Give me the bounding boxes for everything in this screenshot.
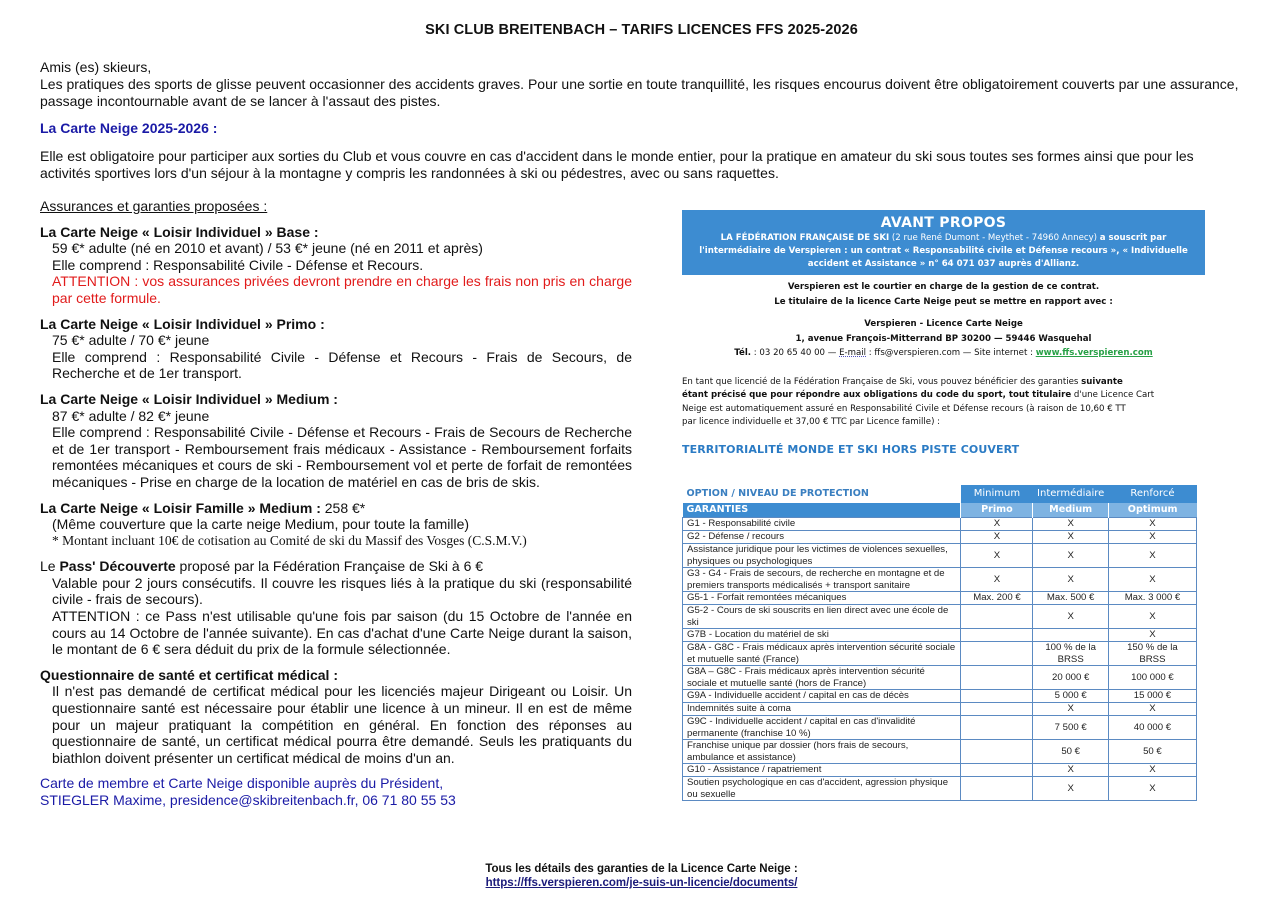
- titulaire-text: Le titulaire de la licence Carte Neige peut se mettre en rapport avec :: [774, 296, 1113, 307]
- row-label: Assistance juridique pour les victimes de violences sexuelles, physiques ou psychologiques: [683, 544, 961, 568]
- cell-medium: X: [1033, 605, 1108, 629]
- right-column: [682, 210, 1205, 456]
- guarantee-paragraph: [682, 376, 1205, 430]
- para-text: Neige est automatiquement assuré en Responsabilité Civile et Défense recours (à raison de 10,60 € TT: [682, 403, 1126, 414]
- cell-medium: X: [1033, 518, 1108, 531]
- cell-optimum: 40 000 €: [1108, 716, 1196, 740]
- para-text: par licence individuelle et 37,00 € TTC par Licence famille) :: [682, 417, 941, 427]
- banner-title: AVANT PROPOS: [880, 215, 1007, 231]
- option-label: OPTION / NIVEAU DE PROTECTION: [686, 488, 869, 500]
- cell-optimum: 100 000 €: [1108, 666, 1196, 690]
- cell-optimum: Max. 3 000 €: [1108, 592, 1196, 605]
- offer-note: (Même couverture que la carte neige Medium, pour toute la famille): [52, 516, 470, 533]
- health-heading: Questionnaire de santé et certificat médical :: [40, 666, 338, 683]
- table-level-row: [683, 485, 1197, 503]
- row-label: G9A - Individuelle accident / capital en cas de décès: [683, 690, 961, 703]
- courtier-text: Verspieren est le courtier en charge de la gestion de ce contrat.: [787, 282, 1100, 292]
- cell-medium: 5 000 €: [1033, 690, 1108, 703]
- table-header-row: [683, 503, 1197, 518]
- cell-optimum: 150 % de la BRSS: [1108, 642, 1196, 666]
- obligation-text: Elle est obligatoire pour participer aux sorties du Club et vous couvre en cas d'accident dans le monde entier, pour la pratique en amateur du ski sous toutes ses formes ainsi que pour les activités sportives lors d'un séjour à la montagne y compris les randonnées à ski ou pédestres, avec ou sans raquettes.: [40, 148, 1194, 181]
- offer-includes: Elle comprend : Responsabilité Civile - Défense et Recours - Frais de Secours, de Recherche et de 1er transport.: [52, 348, 632, 382]
- left-column: [40, 198, 632, 809]
- cell-optimum: X: [1108, 764, 1196, 777]
- intro-text: Les pratiques des sports de glisse peuvent occasionner des accidents graves. Pour une sortie en toute tranquillité, les risques encourus doivent être obligatoirement couverts par une assurance, passage incontournable avant de se lancer à l'assaut des pistes.: [40, 76, 1239, 109]
- footer-text: Tous les détails des garanties de la Licence Carte Neige :: [485, 863, 798, 875]
- cell-primo: [961, 716, 1033, 740]
- table-row: [683, 764, 1197, 777]
- offer-includes: Elle comprend : Responsabilité Civile - Défense et Recours.: [52, 256, 424, 273]
- offer-primo: [40, 316, 632, 382]
- table-row: [683, 666, 1197, 690]
- cell-optimum: 50 €: [1108, 740, 1196, 764]
- assurances-heading: Assurances et garanties proposées :: [40, 198, 268, 214]
- cell-primo: [961, 642, 1033, 666]
- pass-heading: [40, 558, 632, 575]
- row-label: Franchise unique par dossier (hors frais de secours, ambulance et assistance): [683, 740, 961, 764]
- row-label: G2 - Défense / recours: [683, 531, 961, 544]
- table-row: [683, 703, 1197, 716]
- pass-decouverte: [40, 558, 632, 658]
- tel-value: : 03 20 65 40 00 —: [751, 348, 840, 358]
- cell-primo: X: [961, 568, 1033, 592]
- banner-org: LA FÉDÉRATION FRANÇAISE DE SKI: [720, 233, 890, 243]
- cell-medium: X: [1033, 777, 1108, 801]
- table-row: [683, 629, 1197, 642]
- website-link[interactable]: www.ffs.verspieren.com: [1035, 348, 1153, 358]
- tel-label: Tél.: [734, 348, 752, 358]
- offer-medium: [40, 391, 632, 491]
- garanties-label: GARANTIES: [683, 503, 961, 518]
- pass-validity: Valable pour 2 jours consécutifs. Il couvre les risques liés à la pratique du ski (responsabilité civile - frais de secours).: [52, 574, 632, 608]
- offer-famille: [40, 500, 632, 550]
- cell-primo: [961, 666, 1033, 690]
- cell-primo: Max. 200 €: [961, 592, 1033, 605]
- cell-medium: 7 500 €: [1033, 716, 1108, 740]
- documents-link[interactable]: https://ffs.verspieren.com/je-suis-un-licencie/documents/: [485, 877, 798, 889]
- cell-optimum: X: [1108, 777, 1196, 801]
- offer-heading: La Carte Neige « Loisir Individuel » Medium :: [40, 390, 338, 407]
- cell-optimum: X: [1108, 531, 1196, 544]
- table-row: [683, 740, 1197, 764]
- para-bold: suivante: [1081, 376, 1123, 387]
- cell-primo: [961, 764, 1033, 777]
- health-section: [40, 667, 632, 767]
- table-row: [683, 518, 1197, 531]
- intro-greeting: Amis (es) skieurs,: [40, 59, 152, 75]
- level-minimum: Minimum: [961, 485, 1033, 503]
- formula-primo: Primo: [961, 503, 1033, 518]
- table-row: [683, 716, 1197, 740]
- page-title: SKI CLUB BREITENBACH – TARIFS LICENCES FFS 2025-2026: [425, 22, 858, 38]
- formula-optimum: Optimum: [1108, 503, 1196, 518]
- row-label: G8A - G8C - Frais médicaux après intervention sécurité sociale et mutuelle santé (France): [683, 642, 961, 666]
- cell-optimum: X: [1108, 544, 1196, 568]
- offer-heading: La Carte Neige « Loisir Famille » Medium :: [40, 499, 321, 516]
- offer-price: 87 €* adulte / 82 €* jeune: [52, 407, 210, 424]
- level-renforce: Renforcé: [1108, 485, 1196, 503]
- para-text: En tant que licencié de la Fédération Française de Ski, vous pouvez bénéficier des garanties: [682, 376, 1082, 387]
- row-label: Soutien psychologique en cas d'accident, agression physique ou sexuelle: [683, 777, 961, 801]
- cell-medium: X: [1033, 568, 1108, 592]
- row-label: G8A – G8C - Frais médicaux après intervention sécurité sociale et mutuelle santé (hors de France): [683, 666, 961, 690]
- table-body: [683, 518, 1197, 801]
- offer-footnote: * Montant incluant 10€ de cotisation au Comité de ski du Massif des Vosges (C.S.M.V.): [52, 532, 527, 548]
- offer-warning: ATTENTION : vos assurances privées devront prendre en charge les frais non pris en charge par cette formule.: [52, 273, 632, 306]
- row-label: G7B - Location du matériel de ski: [683, 629, 961, 642]
- table-row: [683, 568, 1197, 592]
- offer-heading: La Carte Neige « Loisir Individuel » Base :: [40, 223, 319, 240]
- table-row: [683, 777, 1197, 801]
- offer-price: 75 €* adulte / 70 €* jeune: [52, 332, 210, 349]
- cell-medium: [1033, 629, 1108, 642]
- cell-optimum: X: [1108, 518, 1196, 531]
- cell-primo: [961, 777, 1033, 801]
- table-row: [683, 544, 1197, 568]
- cell-medium: X: [1033, 764, 1108, 777]
- row-label: G9C - Individuelle accident / capital en cas d'invalidité permanente (franchise 10 %): [683, 716, 961, 740]
- row-label: G5-2 - Cours de ski souscrits en lien direct avec une école de ski: [683, 605, 961, 629]
- cell-primo: [961, 690, 1033, 703]
- cell-optimum: X: [1108, 605, 1196, 629]
- cell-optimum: X: [1108, 703, 1196, 716]
- table-row: [683, 592, 1197, 605]
- pass-prefix: Le: [40, 558, 60, 575]
- offer-includes: Elle comprend : Responsabilité Civile - Défense et Recours - Frais de Secours de Recherche et de 1er transport - Remboursement frais médicaux - Assistance - Remboursement forfaits remontées mécaniques et cours de ski - Remboursement vol et perte de forfait de remontées mécaniques - Prise en charge de la location de matériel en cas de bris de skis.: [52, 424, 632, 490]
- row-label: G3 - G4 - Frais de secours, de recherche en montagne et de premiers transports médicalisés + transport sanitaire: [683, 568, 961, 592]
- para-bold: étant précisé que pour répondre aux obligations du code du sport, tout titulaire: [682, 390, 1072, 400]
- banner-contract: a souscrit par l'intermédiaire de Verspieren : un contrat « Responsabilité civile et Défense recours », « Individuelle accident et Assistance » n° 64 071 037 auprès d'Allianz.: [699, 233, 1188, 269]
- cell-primo: [961, 740, 1033, 764]
- offer-price: 258 €*: [320, 499, 366, 516]
- level-intermediaire: Intermédiaire: [1033, 485, 1108, 503]
- cell-primo: X: [961, 518, 1033, 531]
- cell-optimum: X: [1108, 629, 1196, 642]
- pass-name: Pass' Découverte: [59, 558, 176, 575]
- cell-optimum: 15 000 €: [1108, 690, 1196, 703]
- contact-name: Verspieren - Licence Carte Neige: [864, 319, 1023, 329]
- email-value: : ffs@verspieren.com — Site internet :: [866, 348, 1036, 358]
- avant-propos-banner: [682, 210, 1205, 275]
- cell-medium: X: [1033, 544, 1108, 568]
- row-label: Indemnités suite à coma: [683, 703, 961, 716]
- cell-primo: [961, 703, 1033, 716]
- cell-medium: 20 000 €: [1033, 666, 1108, 690]
- offer-heading-line: [40, 500, 632, 517]
- table-row: [683, 531, 1197, 544]
- guarantees-table: [682, 485, 1197, 801]
- cell-primo: [961, 629, 1033, 642]
- formula-medium: Medium: [1033, 503, 1108, 518]
- pass-suffix: proposé par la Fédération Française de Ski à 6 €: [175, 558, 484, 575]
- contact-line-2: STIEGLER Maxime, presidence@skibreitenbach.fr, 06 71 80 55 53: [40, 792, 456, 808]
- footer: [0, 862, 1283, 890]
- contact-line: [682, 346, 1205, 361]
- row-label: G10 - Assistance / rapatriement: [683, 764, 961, 777]
- cell-medium: 100 % de la BRSS: [1033, 642, 1108, 666]
- banner-text: [688, 232, 1199, 271]
- table-row: [683, 690, 1197, 703]
- offer-price: 59 €* adulte (né en 2010 et avant) / 53 €* jeune (né en 2011 et après): [52, 240, 483, 257]
- health-text: Il n'est pas demandé de certificat médical pour les licenciés majeur Dirigeant ou Loisir. Un questionnaire santé est nécessaire pour établir une licence à un mineur. Il en est de même pour un majeur pratiquant la compétition en général. En fonction des réponses au questionnaire de santé, un certificat médical pourra être demandé. Seuls les pratiquants du biathlon doivent présenter un certificat médical de moins d'un an.: [52, 683, 632, 766]
- contact-address: 1, avenue François-Mitterrand BP 30200 — 59446 Wasquehal: [795, 333, 1092, 344]
- offer-base: [40, 224, 632, 307]
- cell-primo: X: [961, 531, 1033, 544]
- territoriality-heading: TERRITORIALITÉ MONDE ET SKI HORS PISTE COUVERT: [682, 442, 1020, 456]
- cell-medium: X: [1033, 703, 1108, 716]
- banner-address: (2 rue René Dumont - Meythet - 74960 Annecy): [889, 233, 1100, 243]
- cell-primo: [961, 605, 1033, 629]
- president-contact: [40, 775, 632, 808]
- cell-primo: X: [961, 544, 1033, 568]
- intro: [40, 59, 1240, 110]
- para-text: d'une Licence Cart: [1071, 390, 1155, 400]
- row-label: G1 - Responsabilité civile: [683, 518, 961, 531]
- row-label: G5-1 - Forfait remontées mécaniques: [683, 592, 961, 605]
- pass-warning: ATTENTION : ce Pass n'est utilisable qu'une fois par saison (du 15 Octobre de l'année en cours au 14 Octobre de l'année suivante). En cas d'achat d'une Carte Neige durant la saison, le montant de 6 € sera déduit du prix de la formule sélectionnée.: [52, 608, 632, 658]
- offer-heading: La Carte Neige « Loisir Individuel » Primo :: [40, 315, 325, 332]
- cell-optimum: X: [1108, 568, 1196, 592]
- table-row: [683, 605, 1197, 629]
- cell-medium: X: [1033, 531, 1108, 544]
- contact-line-1: Carte de membre et Carte Neige disponible auprès du Président,: [40, 775, 444, 792]
- email-label: E-mail: [839, 348, 867, 358]
- carte-neige-heading: La Carte Neige 2025-2026 :: [40, 120, 218, 136]
- table-row: [683, 642, 1197, 666]
- cell-medium: Max. 500 €: [1033, 592, 1108, 605]
- verspieren-info: [682, 280, 1205, 361]
- cell-medium: 50 €: [1033, 740, 1108, 764]
